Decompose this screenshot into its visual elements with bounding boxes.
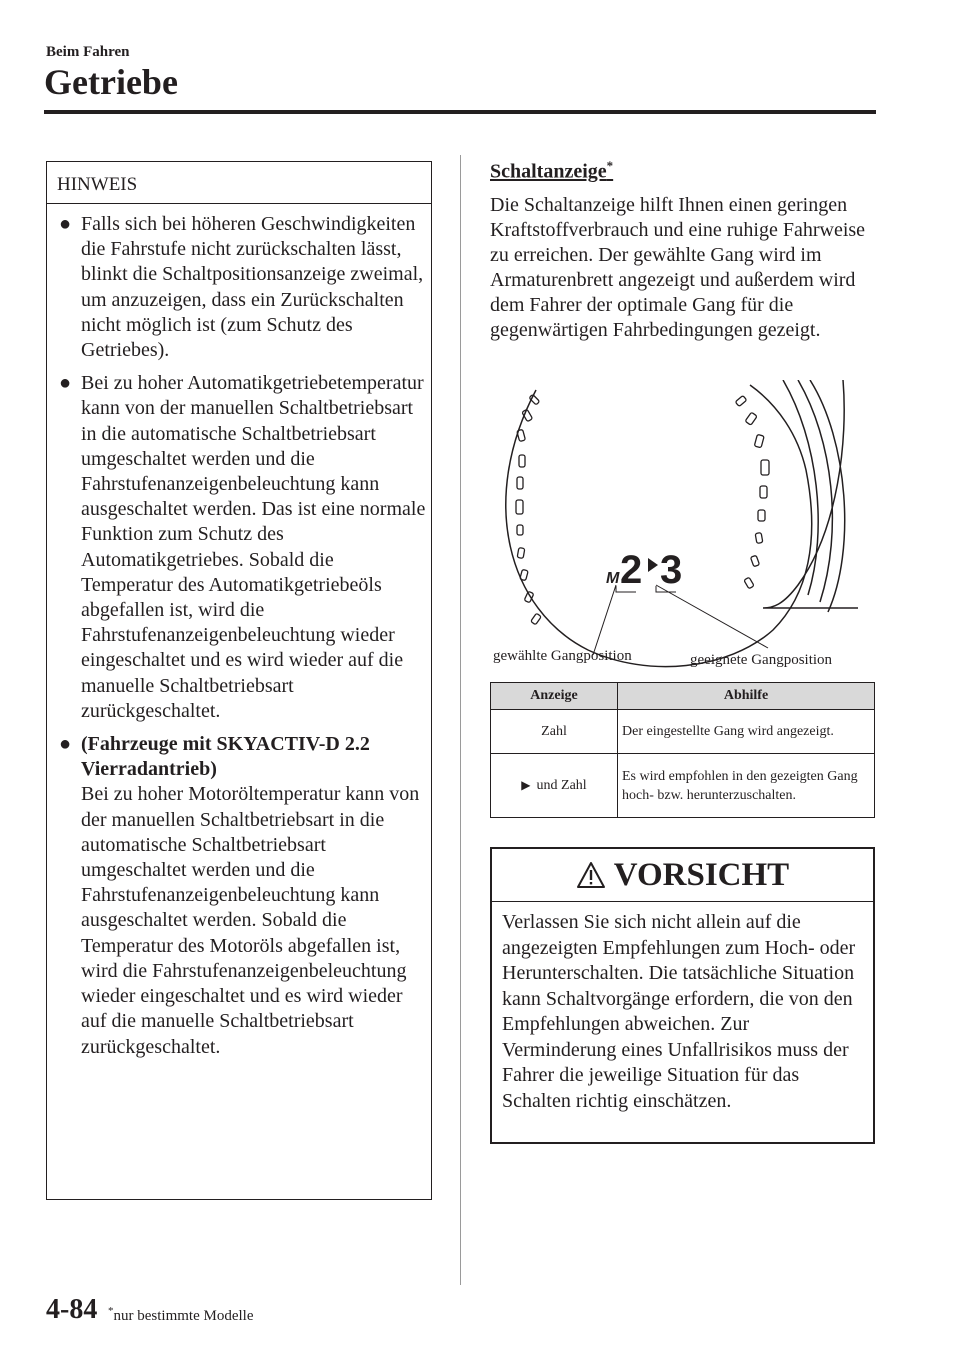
note-item — [55, 371, 427, 724]
section-heading-text: Schaltanzeige — [490, 160, 607, 183]
table-cell-remedy: Es wird empfohlen in den gezeigten Gang hoch- bzw. herunterzuschalten. — [618, 754, 875, 818]
footnote-text: nur bestimmte Modelle — [113, 1308, 254, 1324]
caution-text: Verlassen Sie sich nicht allein auf die angezeigten Empfehlungen zum Hoch- oder Herunterschalten. Die tatsächliche Situation kann Schaltvorgänge erfordern, die von den Empfehlungen abweichen. Zur Verminderung eines Unfallrisikos muss der Fahrer die jeweilige Situation für das Schalten richtig einschätzen. — [502, 911, 856, 1112]
indicator-table — [490, 682, 875, 818]
section-heading — [490, 158, 613, 184]
model-mark-icon: * — [606, 158, 614, 173]
bullet-icon: ● — [59, 733, 72, 756]
header-rule — [44, 110, 876, 114]
bullet-icon: ● — [59, 372, 72, 395]
page-title: Getriebe — [44, 62, 178, 102]
note-item-text: Falls sich bei höheren Geschwindigkeiten die Fahrstufe nicht zurückschalten lässt, blinkt die Schaltpositionsanzeige zweimal, um anzuzeigen, dass ein Zurückschalten nicht möglich ist (zum Schutz des Getriebes). — [81, 213, 424, 362]
footnote — [108, 1305, 253, 1325]
caution-title: VORSICHT — [613, 856, 790, 893]
note-item-text: Bei zu hoher Automatikgetriebetemperatur kann von der manuellen Schaltbetriebsart in die automatische Schaltbetriebsart umgeschaltet werden und die Fahrstufenanzeigenbeleuchtung kann ausgeschaltet werden. Das ist eine normale Funktion zum Schutz des Automatikgetriebes. Sobald die Temperatur des Automatikgetriebeöls abgefallen ist, wird die Fahrstufenanzeigenbeleuchtung wieder eingeschaltet und es wird wieder auf die manuelle Schaltbetriebsart zurückgeschaltet. — [81, 372, 426, 722]
suggested-gear-digit: 3 — [660, 548, 683, 592]
section-body: Die Schaltanzeige hilft Ihnen einen geringen Kraftstoffverbrauch und eine ruhige Fahrweise zu erreichen. Der gewählte Gang wird im Armaturenbrett angezeigt und außerdem wird dem Fahrer der optimale Gang für die gegenwärtigen Fahrbedingungen gezeigt. — [490, 194, 866, 341]
section-label: Beim Fahren — [46, 44, 130, 60]
column-divider — [460, 155, 461, 1285]
note-item — [55, 212, 427, 363]
model-mark-icon: * — [108, 1305, 114, 1317]
up-arrow-icon — [648, 558, 658, 572]
table-cell-indicator-text: und Zahl — [536, 777, 587, 793]
table-header: Anzeige — [491, 683, 618, 710]
mode-letter: M — [606, 570, 620, 587]
table-header: Abhilfe — [618, 683, 875, 710]
note-item-heading: (Fahrzeuge mit SKYACTIV-D 2.2 Vierradantrieb) — [81, 733, 370, 781]
table-cell-indicator: Zahl — [491, 710, 618, 754]
warning-triangle-icon — [576, 861, 606, 889]
bullet-icon: ● — [59, 213, 72, 235]
label-selected-gear: gewählte Gangposition — [493, 648, 632, 664]
note-item — [55, 732, 427, 1060]
note-item-text: Bei zu hoher Motoröltemperatur kann von der manuellen Schaltbetriebsart in die automatische Schaltbetriebsart umgeschaltet werden und die Fahrstufenanzeigenbeleuchtung kann ausgeschaltet werden. Sobald die Temperatur des Motoröls abgefallen ist, wird die Fahrstufenanzeigenbeleuchtung wieder eingeschaltet und es wird wieder auf die manuelle Schaltbetriebsart zurückgeschaltet. — [81, 783, 420, 1058]
table-header-row — [491, 683, 875, 710]
table-row — [491, 710, 875, 754]
triangle-right-icon: ▶ — [521, 777, 531, 792]
caution-header — [492, 849, 873, 902]
note-body — [47, 212, 431, 1068]
gear-indicator-figure — [488, 380, 878, 680]
page-number: 4-84 — [46, 1294, 98, 1325]
instrument-cluster-illustration — [488, 380, 878, 680]
current-gear-digit: 2 — [620, 548, 643, 592]
caution-box — [490, 847, 875, 1144]
table-row — [491, 754, 875, 818]
table-cell-indicator — [491, 754, 618, 818]
note-box — [46, 161, 432, 1200]
note-title: HINWEIS — [47, 162, 431, 204]
label-suitable-gear: geeignete Gangposition — [690, 652, 833, 668]
table-cell-remedy: Der eingestellte Gang wird angezeigt. — [618, 710, 875, 754]
